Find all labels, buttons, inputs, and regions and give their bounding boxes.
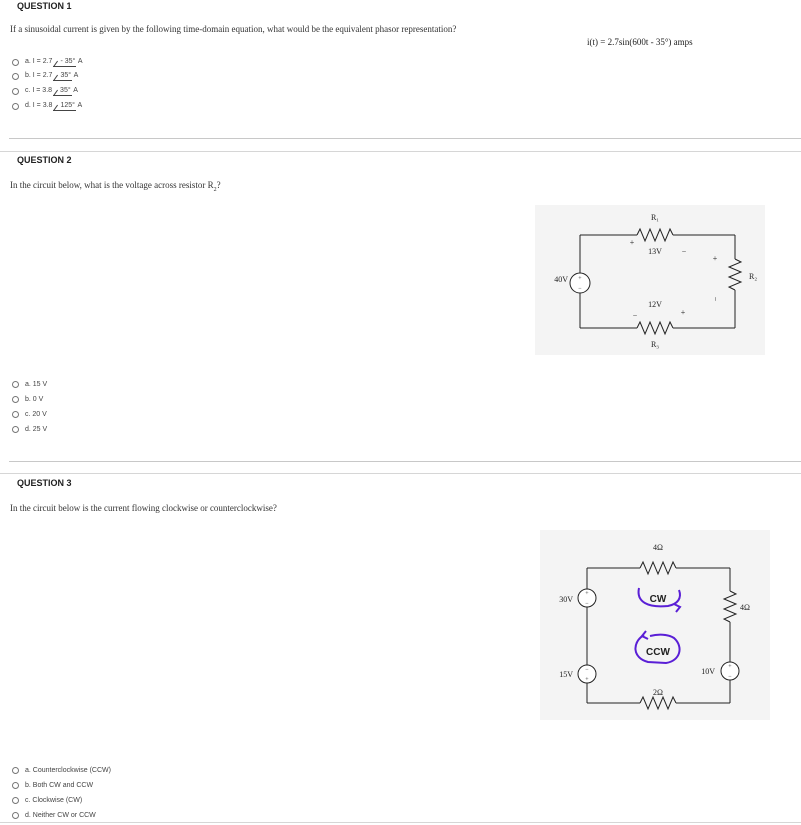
- option-radio[interactable]: [12, 411, 19, 418]
- question-3-option-c[interactable]: [12, 794, 82, 806]
- question-2-option-b[interactable]: [12, 393, 43, 405]
- resistor-right-label: 4Ω: [740, 603, 750, 612]
- question-1-equation: i(t) = 2.7sin(600t - 35°) amps: [587, 37, 693, 47]
- option-label: a. 15 V: [25, 380, 48, 388]
- option-label: c. Clockwise (CW): [25, 796, 83, 804]
- question-1-option-a[interactable]: [12, 56, 83, 68]
- section-divider: [0, 151, 801, 152]
- source-plus-label: +: [728, 664, 732, 670]
- question-2-circuit-diagram: [535, 205, 765, 355]
- question-2-option-a[interactable]: [12, 378, 47, 390]
- source-15v-label: 15V: [559, 670, 573, 679]
- resistor-r2-label: R₂: [749, 272, 758, 281]
- option-radio[interactable]: [12, 88, 19, 95]
- option-label: b. 0 V: [25, 395, 44, 403]
- question-2-prompt: In the circuit below, what is the voltage across resistor $R_2$?: [10, 180, 221, 193]
- question-1-option-c[interactable]: [12, 85, 78, 97]
- source-plus-label: +: [585, 591, 589, 597]
- question-2-option-d[interactable]: [12, 423, 47, 435]
- option-radio[interactable]: [12, 426, 19, 433]
- option-radio[interactable]: [12, 782, 19, 789]
- option-radio[interactable]: [12, 73, 19, 80]
- question-2-title: QUESTION 2: [17, 155, 72, 165]
- source-minus-label: −: [585, 667, 589, 673]
- option-label: b. I = 2.7 35° A: [25, 71, 79, 79]
- question-3-option-d[interactable]: [12, 809, 96, 821]
- r3-minus-label: −: [632, 311, 638, 320]
- source-plus-label: +: [578, 276, 582, 282]
- source-plus-label: +: [585, 677, 589, 683]
- r2-plus-label: +: [712, 254, 718, 263]
- resistor-r1-label: R₁: [650, 213, 660, 222]
- question-3-option-a[interactable]: [12, 764, 111, 776]
- cw-note: CW: [649, 594, 667, 605]
- resistor-bottom-label: 2Ω: [653, 688, 663, 697]
- source-10v-label: 10V: [701, 667, 715, 676]
- source-voltage-label: 40V: [554, 275, 568, 284]
- r1-plus-label: +: [629, 238, 635, 247]
- question-1-header: [0, 1, 801, 14]
- option-label: a. Counterclockwise (CCW): [25, 766, 111, 774]
- ccw-note: CCW: [646, 647, 670, 658]
- section-divider: [0, 473, 801, 474]
- r1-voltage-label: 13V: [648, 247, 662, 256]
- option-label: d. Neither CW or CCW: [25, 811, 96, 819]
- question-2-header: [0, 155, 801, 168]
- source-minus-label: −: [585, 601, 589, 607]
- source-minus-label: −: [578, 286, 582, 292]
- option-label: d. I = 3.8 125° A: [25, 101, 83, 109]
- resistor-r3-label: R₃: [650, 340, 660, 349]
- option-radio[interactable]: [12, 767, 19, 774]
- question-3-prompt: In the circuit below is the current flowing clockwise or counterclockwise?: [10, 503, 277, 513]
- source-minus-label: −: [728, 674, 732, 680]
- r2-minus-label: −: [711, 296, 720, 302]
- question-1-option-b[interactable]: [12, 70, 78, 82]
- question-2-option-c[interactable]: [12, 408, 47, 420]
- resistor-top-label: 4Ω: [653, 543, 663, 552]
- option-radio[interactable]: [12, 381, 19, 388]
- section-divider: [9, 461, 801, 462]
- question-1-prompt: If a sinusoidal current is given by the following time-domain equation, what would be the equivalent phasor representation?: [10, 24, 457, 34]
- r3-voltage-label: 12V: [648, 300, 662, 309]
- question-1-title: QUESTION 1: [17, 1, 72, 11]
- option-label: c. I = 3.8 35° A: [25, 86, 78, 94]
- option-label: d. 25 V: [25, 425, 48, 433]
- option-radio[interactable]: [12, 797, 19, 804]
- option-radio[interactable]: [12, 396, 19, 403]
- r3-plus-label: +: [680, 308, 686, 317]
- section-divider: [9, 138, 801, 139]
- option-label: c. 20 V: [25, 410, 47, 418]
- option-label: a. I = 2.7 - 35° A: [25, 57, 83, 65]
- question-1-option-d[interactable]: [12, 100, 82, 112]
- option-label: b. Both CW and CCW: [25, 781, 94, 789]
- question-3-circuit-diagram: [540, 530, 770, 720]
- question-3-option-b[interactable]: [12, 779, 93, 791]
- option-radio[interactable]: [12, 59, 19, 66]
- option-radio[interactable]: [12, 812, 19, 819]
- source-30v-label: 30V: [559, 595, 573, 604]
- r1-minus-label: −: [681, 247, 687, 256]
- question-3-header: [0, 478, 801, 491]
- question-3-title: QUESTION 3: [17, 478, 72, 488]
- section-divider: [0, 822, 801, 823]
- option-radio[interactable]: [12, 103, 19, 110]
